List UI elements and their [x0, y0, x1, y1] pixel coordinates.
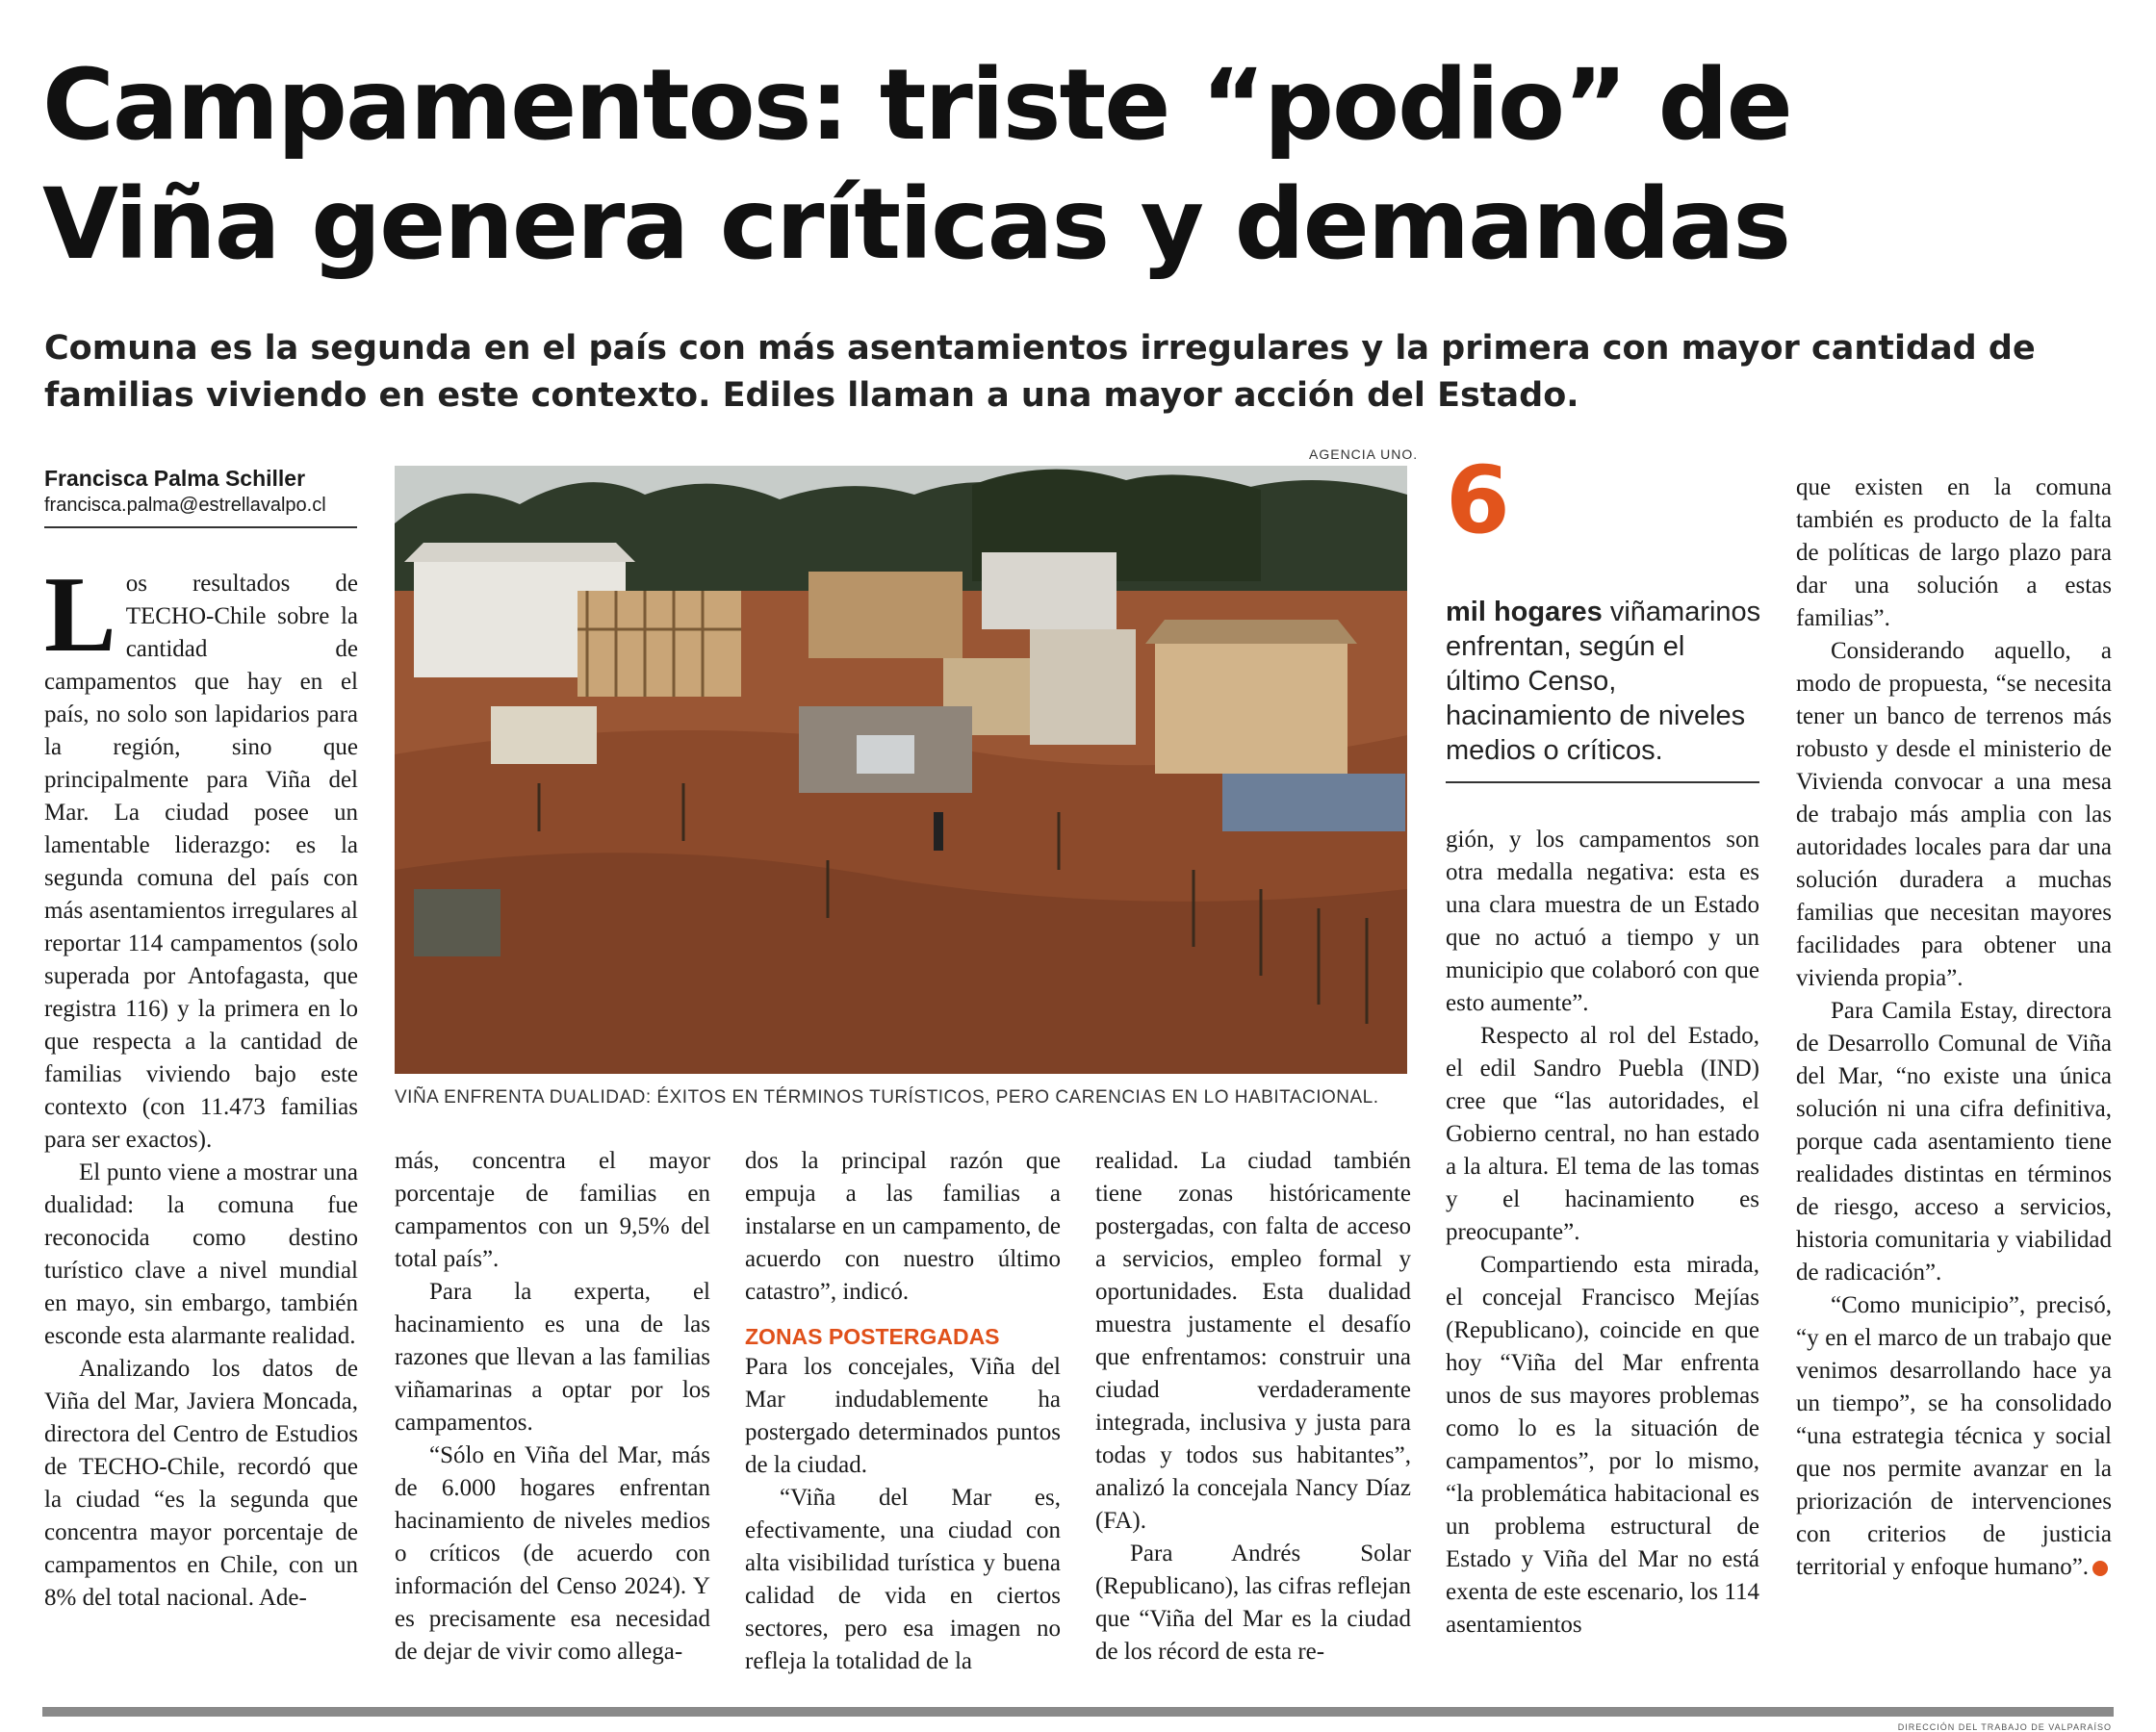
paragraph: gión, y los campamentos son otra medalla negativa: esta es una clara muestra de un Estado que no actuó a tiempo y un municipio que colaboró con que esto aumente”. — [1446, 827, 1759, 1016]
paragraph: Respecto al rol del Estado, el edil Sandro Puebla (IND) cree que “las autoridades, el Gobierno central, no han estado a la altura. El tema de las tomas y el hacinamiento es preocupante”. — [1446, 1023, 1759, 1245]
paragraph: Para la experta, el hacinamiento es una de las razones que llevan a las familias viñamarinas a optar por los campamentos. — [395, 1279, 710, 1436]
stat-body: viñamarinos enfrentan, según el último Censo, hacinamiento de niveles medios o críticos. — [1446, 597, 1761, 766]
campamento-illustration — [395, 466, 1407, 1074]
article-column-3 — [745, 1145, 1061, 1678]
article-column-6 — [1796, 471, 2112, 1584]
article-column-1 — [44, 555, 358, 1615]
paragraph: “Sólo en Viña del Mar, más de 6.000 hogares enfrentan hacinamiento de niveles medios o críticos (de acuerdo con información del Censo 2024). Y es precisamente esa necesidad de dejar de vivir como allega- — [395, 1442, 710, 1665]
paragraph: más, concentra el mayor porcentaje de familias en campamentos con un 9,5% del total país”. — [395, 1148, 710, 1272]
stat-divider — [1446, 781, 1759, 783]
headline-line-2: Viña genera críticas y demandas — [42, 167, 1790, 282]
paragraph: realidad. La ciudad también tiene zonas históricamente postergadas, con falta de acceso a servicios, empleo formal y oportunidades. Esta dualidad muestra justamente el desafío que enfrentamos: construir una ciudad verdaderamente integrada, inclusiva y justa para todas y todos sus habitantes”, analizó la concejala Nancy Díaz (FA). — [1095, 1148, 1411, 1534]
headline — [42, 46, 2121, 285]
paragraph: Para Camila Estay, directora de Desarrollo Comunal de Viña del Mar, “no existe una única solución ni una cifra definitiva, porque cada asentamiento tiene realidades distintas en términos de riesgo, acceso a servicios, historia comunitaria y viabilidad de radicación”. — [1796, 998, 2112, 1286]
paragraph: dos la principal razón que empuja a las familias a instalarse en un campamento, de acuerdo con nuestro último catastro”, indicó. — [745, 1148, 1061, 1305]
author-email[interactable]: francisca.palma@estrellavalpo.cl — [44, 495, 326, 516]
end-of-article-icon — [2092, 1561, 2108, 1576]
byline — [44, 464, 362, 518]
paragraph: “Viña del Mar es, efectivamente, una ciudad con alta visibilidad turística y buena calidad de vida en ciertos sectores, pero esa imagen no refleja la totalidad de la — [745, 1485, 1061, 1674]
drop-cap: L — [44, 555, 116, 675]
subheadline: Comuna es la segunda en el país con más asentamientos irregulares y la primera con mayor cantidad de familias viviendo en este contexto. Ediles llaman a una mayor acción del Estado. — [44, 329, 2036, 415]
paragraph: Para los concejales, Viña del Mar indudablemente ha postergado determinados puntos de la ciudad. — [745, 1354, 1061, 1478]
page-bottom-bar — [42, 1707, 2114, 1717]
article-column-5 — [1446, 824, 1759, 1642]
stat-highlight: mil hogares — [1446, 597, 1603, 627]
section-heading: ZONAS POSTERGADAS — [745, 1324, 1000, 1349]
photo-caption: VIÑA ENFRENTA DUALIDAD: ÉXITOS EN TÉRMINOS TURÍSTICOS, PERO CARENCIAS EN LO HABITACIONAL. — [395, 1087, 1379, 1108]
headline-line-1: Campamentos: triste “podio” de — [42, 48, 1791, 163]
paragraph: El punto viene a mostrar una dualidad: la comuna fue reconocida como destino turístico clave a nivel mundial en mayo, sin embargo, también esconde esta alarmante realidad. — [44, 1159, 358, 1349]
stat-description — [1446, 595, 1763, 768]
article-column-2 — [395, 1145, 710, 1668]
paragraph: Considerando aquello, a modo de propuesta, “se necesita tener un banco de terrenos más robusto y desde el ministerio de Vivienda convocar a una mesa de trabajo más amplia con las autoridades locales para dar una solución duradera a muchas familias que necesitan mayores facilidades para obtener una vivienda propia”. — [1796, 638, 2112, 991]
paragraph-last — [1796, 1289, 2112, 1584]
byline-divider — [44, 526, 357, 528]
paragraph: Para Andrés Solar (Republicano), las cifras reflejan que “Viña del Mar es la ciudad de los récord de esta re- — [1095, 1541, 1411, 1665]
news-photo — [395, 466, 1407, 1074]
stat-number: 6 — [1446, 446, 1510, 554]
paragraph: Compartiendo esta mirada, el concejal Francisco Mejías (Republicano), coincide en que hoy “Viña del Mar enfrenta unos de sus mayores problemas como lo es la situación de campamentos”, por lo mismo, “la problemática habitacional es un problema estructural de Estado y Viña del Mar no está exenta de este escenario, los 114 asentamientos — [1446, 1252, 1759, 1638]
author-name: Francisca Palma Schiller — [44, 466, 306, 491]
paragraph-text: “Como municipio”, precisó, “y en el marco de un trabajo que venimos desarrollando hace ya un tiempo”, se ha consolidado “una estrategia técnica y social que nos permite avanzar en la priorización de intervenciones con criterios de justicia territorial y enfoque humano”. — [1796, 1292, 2112, 1580]
paragraph: que existen en la comuna también es producto de la falta de políticas de largo plazo para dar una solución a estas familias”. — [1796, 474, 2112, 631]
paragraph: os resultados de TECHO-Chile sobre la cantidad de campamentos que hay en el país, no solo son lapidarios para la región, sino que principalmente para Viña del Mar. La ciudad posee un lamentable liderazgo: es la segunda comuna del país con más asentamientos irregulares al reportar 114 campamentos (solo superada por Antofagasta, que registra 116) y la primera en lo que respecta a la cantidad de familias viviendo bajo este contexto (con 11.473 familias para ser exactos). — [44, 571, 358, 1153]
article-column-4 — [1095, 1145, 1411, 1668]
footer-note: DIRECCIÓN DEL TRABAJO DE VALPARAÍSO — [1897, 1722, 2112, 1732]
photo-credit: AGENCIA UNO. — [1309, 446, 1419, 462]
paragraph: Analizando los datos de Viña del Mar, Javiera Moncada, directora del Centro de Estudios de TECHO-Chile, recordó que la ciudad “es la segunda que concentra mayor porcentaje de campamentos en Chile, con un 8% del total nacional. Ade- — [44, 1356, 358, 1611]
